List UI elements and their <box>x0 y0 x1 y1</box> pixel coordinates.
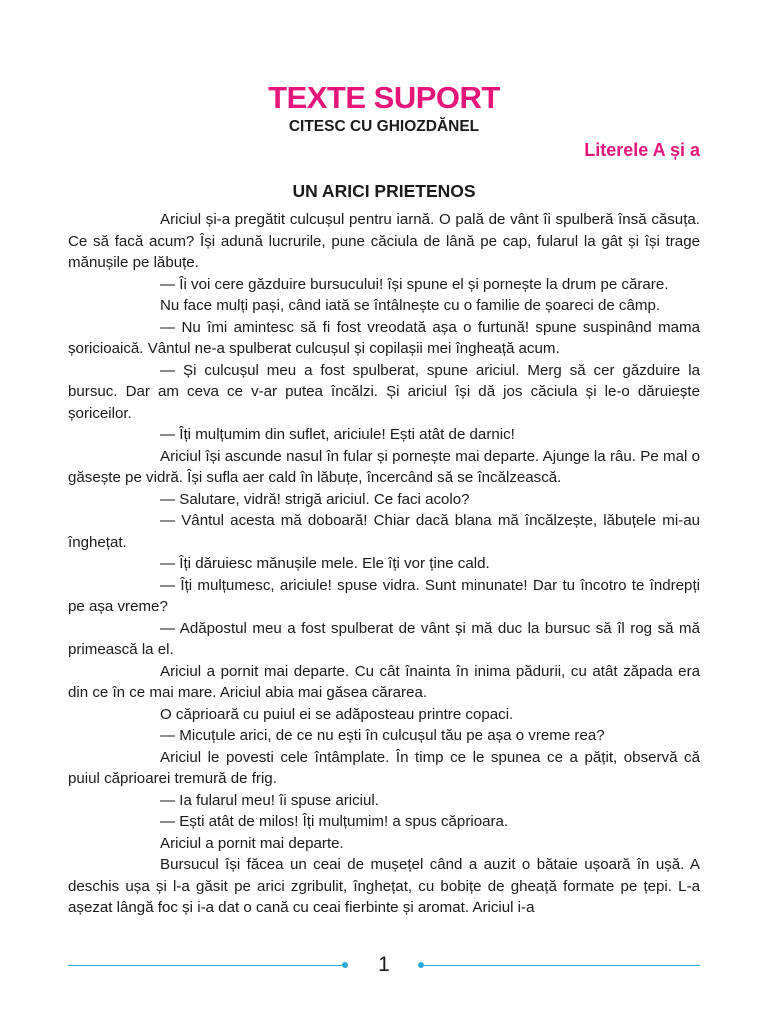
footer-line-left <box>68 965 344 966</box>
story-text <box>68 209 700 919</box>
story-paragraph: — Nu îmi amintesc să fi fost vreodată așa o furtună! spune suspinând mama șoricioaică. Vântul ne-a spulberat culcușul și copilașii mei îngheață acum. <box>68 318 700 357</box>
story-paragraph: Ariciul a pornit mai departe. <box>160 834 344 852</box>
story-paragraph: — Îți dăruiesc mănușile mele. Ele îți vor ține cald. <box>160 555 490 572</box>
story-paragraph: Ariciul le povesti cele întâmplate. În timp ce le spunea ce a pățit, observă că puiul căprioarei tremură de frig. <box>68 748 700 787</box>
story-paragraph: — Îi voi cere găzduire bursucului! își spune el și pornește la drum pe cărare. <box>160 275 669 293</box>
page-number: 1 <box>378 953 390 976</box>
page-subtitle: CITESC CU GHIOZDĂNEL <box>288 118 480 135</box>
page-footer <box>68 955 700 977</box>
footer-dot-left <box>342 962 348 968</box>
story-paragraph: — Îți mulțumesc, ariciule! spuse vidra. Sunt minunate! Dar tu încotro te îndrepți pe așa vreme? <box>68 576 700 615</box>
story-paragraph: — Și culcușul meu a fost spulberat, spune ariciul. Merg să cer găzduire la bursuc. Dar am ceva ce v-ar putea încălzi. Și ariciul își dă jos căciula și le-o dăruiește șoriceilor. <box>68 361 700 422</box>
story-title: UN ARICI PRIETENOS <box>292 181 476 201</box>
story-paragraph: Ariciul își ascunde nasul în fular și pornește mai departe. Ajunge la râu. Pe mal o găsește pe vidră. Își sufla aer cald în lăbuțe, încercând să se încălzească. <box>68 447 700 486</box>
page-title: TEXTE SUPORT <box>268 80 500 115</box>
story-paragraph: — Ia fularul meu! îi spuse ariciul. <box>160 791 379 809</box>
story-paragraph: — Vântul acesta mă doboară! Chiar dacă blana mă încălzește, lăbuțele mi-au înghețat. <box>68 512 700 551</box>
story-paragraph: O căprioară cu puiul ei se adăposteau printre copaci. <box>160 705 514 723</box>
story-paragraph: — Ești atât de milos! Îți mulțumim! a spus căprioara. <box>160 813 509 830</box>
story-paragraph: — Salutare, vidră! strigă ariciul. Ce faci acolo? <box>160 490 470 508</box>
footer-line-right <box>424 965 700 966</box>
story-paragraph: — Adăpostul meu a fost spulberat de vânt și mă duc la bursuc să îl rog să mă primească la el. <box>68 619 700 658</box>
story-paragraph: Nu face mulți pași, când iată se întâlnește cu o familie de șoareci de câmp. <box>160 297 661 314</box>
story-paragraph: Ariciul a pornit mai departe. Cu cât înainta în inima pădurii, cu atât zăpada era din ce în ce mai mare. Ariciul abia mai găsea cărarea. <box>68 662 700 701</box>
story-paragraph: Ariciul și-a pregătit culcușul pentru iarnă. O pală de vânt îi spulberă însă căsuța. Ce să facă acum? Își adună lucrurile, pune căciula de lână pe cap, fularul la gât și își trage mănușile pe lăbuțe. <box>68 211 700 271</box>
letters-label: Literele A și a <box>584 140 700 160</box>
story-paragraph: — Îți mulțumim din suflet, ariciule! Ești atât de darnic! <box>160 426 515 443</box>
story-paragraph: Bursucul își făcea un ceai de mușețel când a auzit o bătaie ușoară în ușă. A deschis ușa și l-a găsit pe arici zgribulit, înghețat, cu bobițe de gheață formate pe țepi. L-a așezat lângă foc și i-a dat o cană cu ceai fierbinte și aromat. Ariciul i-a <box>68 856 700 916</box>
story-paragraph: — Micuțule arici, de ce nu ești în culcușul tău pe așa o vreme rea? <box>160 727 605 744</box>
